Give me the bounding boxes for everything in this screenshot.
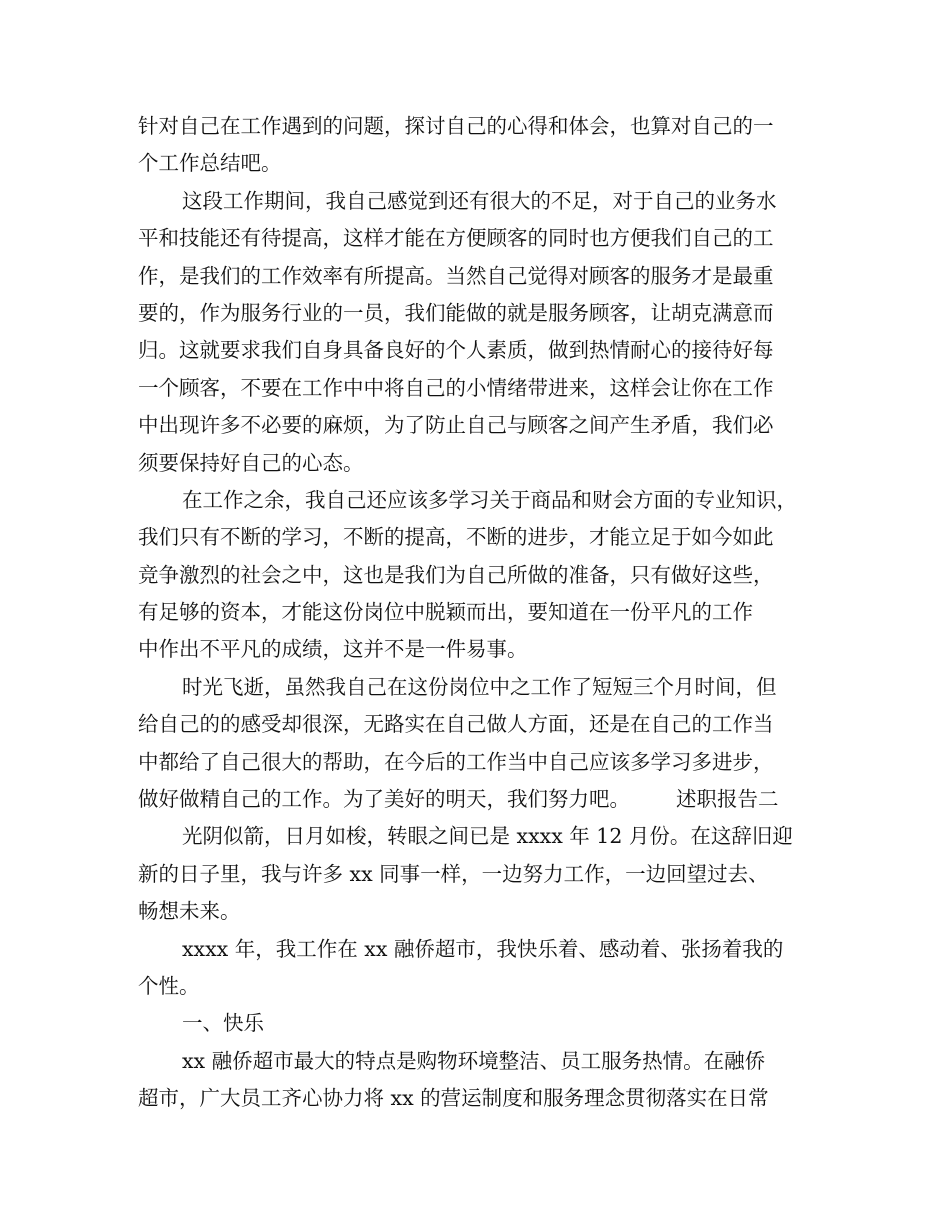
text-line-11: 在工作之余，我自己还应该多学习关于商品和财会方面的专业知识， <box>182 487 797 512</box>
text-line-19 <box>138 781 818 818</box>
text-line-9: 中出现许多不必要的麻烦，为了防止自己与顾客之间产生矛盾，我们必 <box>138 413 774 438</box>
text-line-4: 平和技能还有待提高，这样才能在方便顾客的同时也方便我们自己的工 <box>138 226 774 251</box>
text-line-23: xxxx 年，我工作在 xx 融侨超市，我快乐着、感动着、张扬着我的 <box>182 936 784 961</box>
text-line-12: 我们只有不断的学习，不断的提高，不断的进步，才能立足于如今如此 <box>138 525 774 550</box>
text-line-26: xx 融侨超市最大的特点是购物环境整洁、员工服务热情。在融侨 <box>182 1048 766 1073</box>
text-line-7: 归。这就要求我们自身具备良好的个人素质，做到热情耐心的接待好每 <box>138 338 774 363</box>
document-page <box>138 108 818 1118</box>
text-line-17: 给自己的的感受却很深，无路实在自己做人方面，还是在自己的工作当 <box>138 712 774 737</box>
text-line-24: 个性。 <box>138 973 200 998</box>
text-line-27: 超市，广大员工齐心协力将 xx 的营运制度和服务理念贯彻落实在日常 <box>138 1086 769 1111</box>
text-line-18: 中都给了自己很大的帮助，在今后的工作当中自己应该多学习多进步， <box>138 749 774 774</box>
text-line-22: 畅想未来。 <box>138 899 241 924</box>
text-line-20: 光阴似箭，日月如梭，转眼之间已是 xxxx 年 12 月份。在这辞旧迎 <box>182 824 793 849</box>
text-line-6: 要的，作为服务行业的一员，我们能做的就是服务顾客，让胡克满意而 <box>138 300 774 325</box>
text-line-1: 针对自己在工作遇到的问题，探讨自己的心得和体会，也算对自己的一 <box>138 114 774 138</box>
section-heading-happiness: 一、快乐 <box>182 1011 264 1036</box>
text-line-21: 新的日子里，我与许多 xx 同事一样，一边努力工作，一边回望过去、 <box>138 861 769 886</box>
section-heading-report-two: 述职报告二 <box>676 787 779 812</box>
text-line-16: 时光飞逝，虽然我自己在这份岗位中之工作了短短三个月时间，但 <box>182 674 777 699</box>
text-line-13: 竞争激烈的社会之中，这也是我们为自己所做的准备，只有做好这些， <box>138 562 774 587</box>
text-line-8: 一个顾客，不要在工作中中将自己的小情绪带进来，这样会让你在工作 <box>138 375 774 400</box>
closing-sentence: 做好做精自己的工作。为了美好的明天，我们努力吧。 <box>138 787 630 812</box>
text-line-2: 个工作总结吧。 <box>138 151 282 176</box>
text-line-15: 中作出不平凡的成绩，这并不是一件易事。 <box>138 637 528 662</box>
text-line-5: 作，是我们的工作效率有所提高。当然自己觉得对顾客的服务才是最重 <box>138 263 774 288</box>
text-line-3: 这段工作期间，我自己感觉到还有很大的不足，对于自己的业务水 <box>182 188 777 213</box>
text-line-10: 须要保持好自己的心态。 <box>138 450 364 475</box>
text-line-14: 有足够的资本，才能这份岗位中脱颖而出，要知道在一份平凡的工作 <box>138 600 753 625</box>
